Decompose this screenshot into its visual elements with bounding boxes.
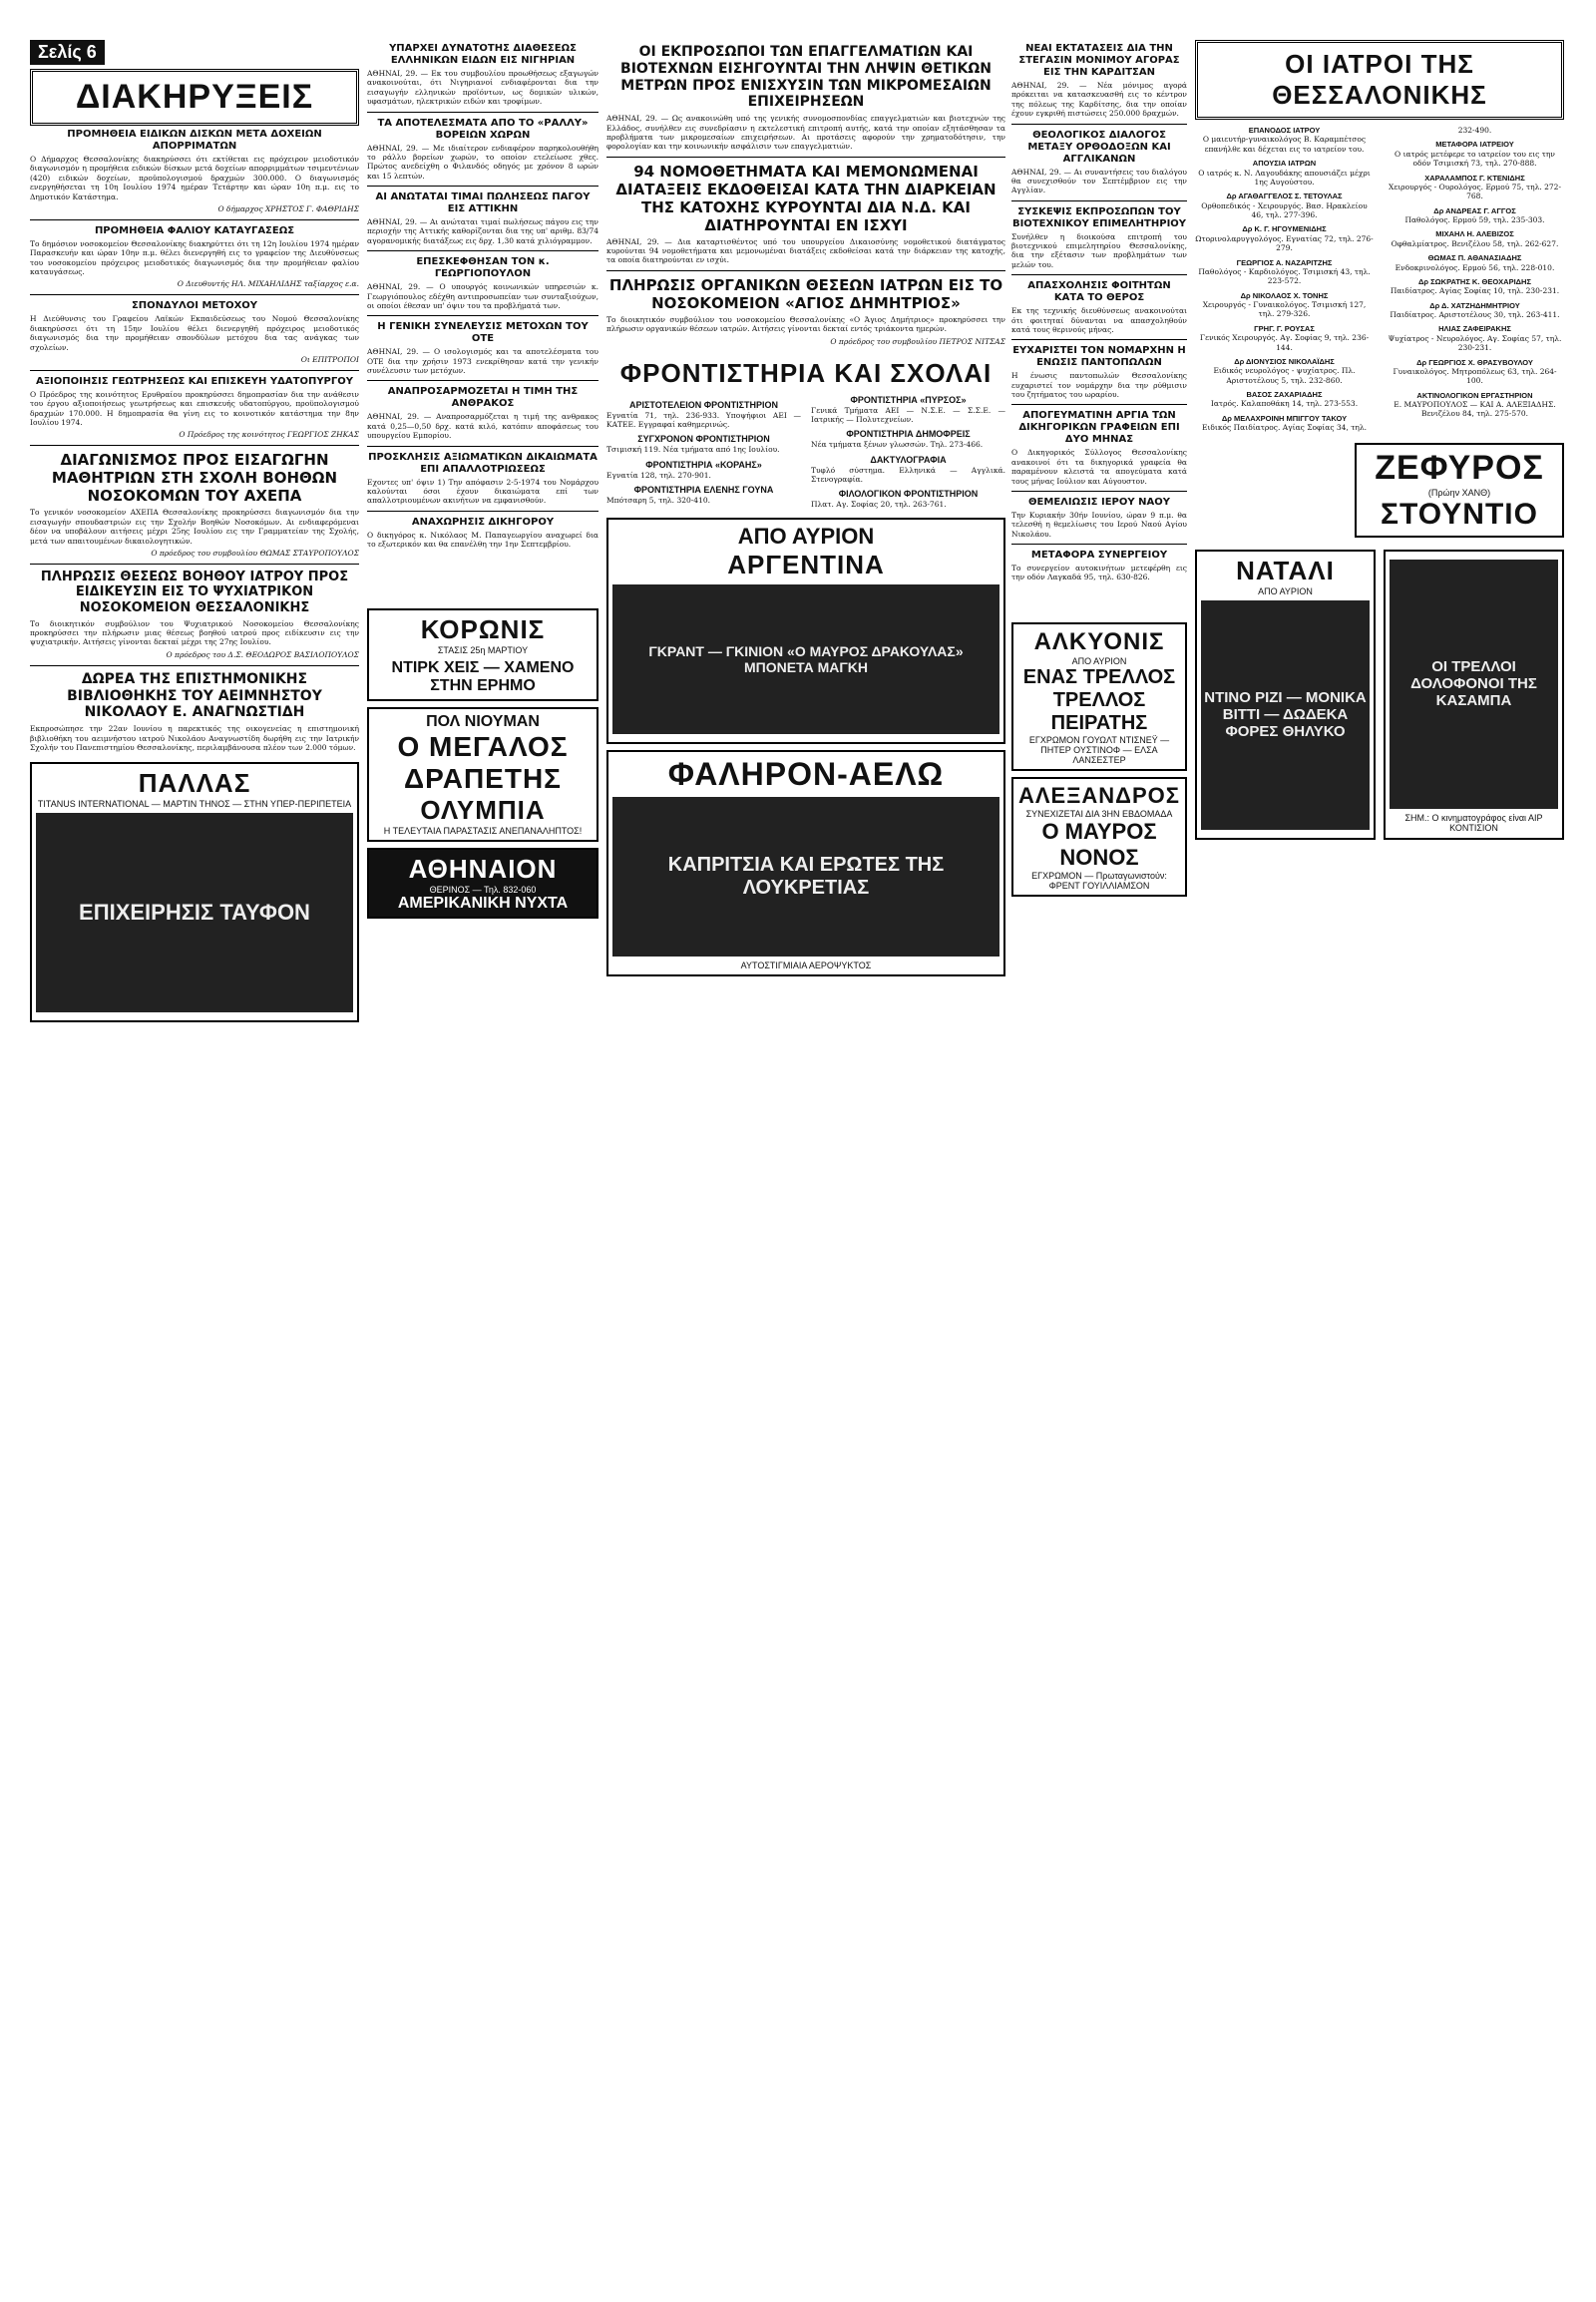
- headline: ΠΛΗΡΩΣΙΣ ΘΕΣΕΩΣ ΒΟΗΘΟΥ ΙΑΤΡΟΥ ΠΡΟΣ ΕΙΔΙΚΕΥΣΙΝ ΕΙΣ ΤΟ ΨΥΧΙΑΤΡΙΚΟΝ ΝΟΣΟΚΟΜΕΙΟΝ ΘΕΣΣΑΛΟΝΙΚΗΣ: [40, 569, 349, 616]
- cinema-sub: ΣΤΑΣΙΣ 25η ΜΑΡΤΙΟΥ: [437, 645, 529, 656]
- cinema-sub: ΘΕΡΙΝΟΣ — Τηλ. 832-060: [429, 885, 537, 896]
- doctor-info: Ειδικός Παιδίατρος. Αγίας Σοφίας 34, τηλ. 232-490.: [1201, 126, 1492, 433]
- cinema-note: ΑΥΤΟΣΤΙΓΜΙΑΙΑ ΑΕΡΟΨΥΚΤΟΣ: [740, 959, 872, 970]
- school-name: ΦΡΟΝΤΙΣΤΗΡΙΑ ΔΗΜΟΦΡΕΙΣ: [846, 429, 971, 440]
- article-title: ΑΙ ΑΝΩΤΑΤΑΙ ΤΙΜΑΙ ΠΩΛΗΣΕΩΣ ΠΑΓΟΥ ΕΙΣ ΑΤΤΙΚΗΝ: [375, 192, 591, 214]
- article-title: ΕΥΧΑΡΙΣΤΕΙ ΤΟΝ ΝΟΜΑΡΧΗΝ Η ΕΝΩΣΙΣ ΠΑΝΤΟΠΩΛΩΝ: [1012, 345, 1186, 369]
- article-body: Η ένωσις παντοπωλών Θεσσαλονίκης ευχαριστεί τον νομάρχην δια την ρύθμισιν του ζητήματος του ωραρίου.: [1011, 371, 1187, 399]
- headline: ΠΛΗΡΩΣΙΣ ΟΡΓΑΝΙΚΩΝ ΘΕΣΕΩΝ ΙΑΤΡΩΝ ΕΙΣ ΤΟ ΝΟΣΟΚΟΜΕΙΟΝ «ΑΓΙΟΣ ΔΗΜΗΤΡΙΟΣ»: [608, 275, 1003, 312]
- cinema-ad-alexandros: [1011, 777, 1187, 897]
- article-body: Εχοντες υπ' όψιν 1) Την απόφασιν 2-5-1974 του Νομάρχου καλούνται όσοι έχουν δικαιώματα επί των απαλλοτριουμένων ακινήτων να εμφανισθούν.: [367, 477, 598, 506]
- cinema-name: ΚΟΡΩΝΙΣ: [420, 614, 546, 645]
- article-title: ΥΠΑΡΧΕΙ ΔΥΝΑΤΟΤΗΣ ΔΙΑΘΕΣΕΩΣ ΕΛΛΗΝΙΚΩΝ ΕΙΔΩΝ ΕΙΣ ΝΙΓΗΡΙΑΝ: [389, 43, 577, 66]
- school-info: Πλατ. Αγ. Σοφίας 20, τηλ. 263-761.: [811, 500, 947, 510]
- cinema-ad-alkyonis: [1011, 622, 1187, 771]
- doctor-name: Δρ ΣΩΚΡΑΤΗΣ Κ. ΘΕΟΧΑΡΙΔΗΣ: [1418, 276, 1531, 286]
- film-poster: ΝΤΙΝΟ ΡΙΖΙ — ΜΟΝΙΚΑ ΒΙΤΤΙ — ΔΩΔΕΚΑ ΦΟΡΕΣ ΘΗΛΥΚΟ: [1201, 600, 1370, 830]
- doctor-info: Παθολόγος - Καρδιολόγος. Τσιμισκή 43, τηλ. 223-572.: [1198, 266, 1371, 286]
- column-1: [30, 40, 359, 1028]
- doctor-name: Δρ ΑΓΑΘΑΓΓΕΛΟΣ Σ. ΤΕΤΟΥΛΑΣ: [1226, 192, 1343, 201]
- article-body: ΑΘΗΝΑΙ, 29. — Με ιδιαίτερον ενδιαφέρον παρηκολουθήθη το ράλλυ βορείων χωρών, το οποίον ετελείωσε χθες. Πρώτος ανεδείχθη ο Φιλανδός οδηγός με χρόνον 8 ωρών και 15 λεπτών.: [367, 143, 598, 181]
- cinema-sub: ΑΠΟ ΑΥΡΙΟΝ: [737, 523, 875, 549]
- cinema-ad-athinaion: [367, 848, 598, 919]
- doctor-info: Ιατρός. Καλαποθάκη 14, τηλ. 273-553.: [1210, 399, 1359, 409]
- article-body: ΑΘΗΝΑΙ, 29. — Αναπροσαρμόζεται η τιμή της ανθρακος κατά 0,25—0,50 δρχ. κατά κιλό, κατόπιν αποφάσεως του υπουργείου Εμπορίου.: [367, 412, 598, 441]
- film-poster: ΟΙ ΤΡΕΛΛΟΙ ΔΟΛΟΦΟΝΟΙ ΤΗΣ ΚΑΣΑΜΠΑ: [1390, 560, 1558, 809]
- cinema-name: ΑΛΚΥΟΝΙΣ: [1033, 627, 1165, 655]
- article-body: ΑΘΗΝΑΙ, 29. — Ο υπουργός κοινωνικών υπηρεσιών κ. Γεωργιόπουλος εδέχθη αντιπροσωπείαν των συνταξιούχων, οι οποίοι έθεσαν υπ' όψιν του τα προβλήματά των.: [367, 282, 598, 310]
- doctor-info: Γυναικολόγος. Μητροπόλεως 63, τηλ. 264-100.: [1393, 366, 1557, 386]
- article-title: ΑΝΑΧΩΡΗΣΙΣ ΔΙΚΗΓΟΡΟΥ: [411, 516, 555, 528]
- doctor-info: Ο ιατρός κ. Ν. Λαγουδάκης απουσιάζει μέχρι 1ης Αυγούστου.: [1198, 168, 1371, 187]
- article-body: Το συνεργείον αυτοκινήτων μετεφέρθη εις την οδόν Λαγκαδά 95, τηλ. 630-826.: [1011, 564, 1187, 582]
- article-body: Το διοικητικόν συμβούλιον του Ψυχιατρικού Νοσοκομείου Θεσσαλονίκης προκηρύσσει την πλήρωσιν μιας θέσεως βοηθού ιατρού προς ειδίκευσιν εις την ψυχιατρικήν. Αιτήσεις γίνονται δεκταί μέχρι της 27ης Ιουλίου.: [30, 618, 359, 647]
- school-info: Νέα τμήματα ξένων γλωσσών. Τηλ. 273-466.: [811, 440, 984, 450]
- doctor-listing: [1195, 126, 1374, 154]
- notice-title: ΑΞΙΟΠΟΙΗΣΙΣ ΓΕΩΤΡΗΣΕΩΣ ΚΑΙ ΕΠΙΣΚΕΥΗ ΥΔΑΤΟΠΥΡΓΟΥ: [35, 375, 353, 387]
- doctor-info: Γενικός Χειρουργός. Αγ. Σοφίας 9, τηλ. 236-144.: [1199, 333, 1370, 352]
- cinema-film: ΑΜΕΡΙΚΑΝΙΚΗ ΝΥΧΤΑ: [397, 895, 569, 913]
- cinema-film: Ο ΜΑΥΡΟΣ ΝΟΝΟΣ: [1041, 818, 1157, 870]
- column-3: [606, 40, 1005, 982]
- cinema-ad-natali: [1195, 550, 1376, 840]
- article-title: ΤΑ ΑΠΟΤΕΛΕΣΜΑΤΑ ΑΠΟ ΤΟ «ΡΑΛΛΥ» ΒΟΡΕΙΩΝ ΧΩΡΩΝ: [377, 117, 589, 141]
- doctor-name: ΗΛΙΑΣ ΖΑΦΕΙΡΑΚΗΣ: [1438, 324, 1511, 334]
- cinema-name: ΦΑΛΗΡΟΝ-ΑΕΛΩ: [667, 755, 945, 792]
- article-body: ΑΘΗΝΑΙ, 29. — Δια καταρτισθέντος υπό του υπουργείου Δικαιοσύνης νομοθετικού διατάγματος κυρούνται 94 νομοθετήματα και μεμονωμέναι διατάξεις εκδοθείσαι κατά την διάρκειαν της κατοχής, τα οποία διατηρούνται εν ισχύι.: [606, 236, 1005, 265]
- doctor-info: Ε. ΜΑΥΡΟΠΟΥΛΟΣ — ΚΑΙ Α. ΑΛΕΞΙΑΔΗΣ. Βενιζέλου 84, τηλ. 275-570.: [1394, 400, 1556, 419]
- article-body: ΑΘΗΝΑΙ, 29. — Αι ανώταται τιμαί πωλήσεως πάγου εις την περιοχήν της Αττικής καθορίζονται δια της υπ' αριθμ. 83/74 αγορανομικής διατάξεως εις δρχ. 1,30 κατά χιλιόγραμμον.: [367, 217, 598, 245]
- doctor-name: Δρ Δ. ΧΑΤΖΗΔΗΜΗΤΡΙΟΥ: [1429, 300, 1520, 310]
- doctor-info: Ειδικός νευρολόγος - ψυχίατρος. Πλ. Αριστοτέλους 5, τηλ. 232-860.: [1213, 366, 1356, 385]
- article-title: Η ΓΕΝΙΚΗ ΣΥΝΕΛΕΥΣΙΣ ΜΕΤΟΧΩΝ ΤΟΥ ΟΤΕ: [377, 321, 589, 345]
- cinema-ad-koronis: [367, 608, 598, 701]
- doctor-name: ΓΡΗΓ. Γ. ΡΟΥΣΑΣ: [1254, 323, 1315, 333]
- article-signature: Ο πρόεδρος του συμβουλίου ΠΕΤΡΟΣ ΝΙΤΣΑΣ: [830, 336, 1005, 346]
- school-info: Γενικά Τμήματα ΑΕΙ — Ν.Σ.Ε. — Σ.Σ.Ε. — Ιατρικής — Πολυτεχνείων.: [811, 405, 1005, 424]
- school-name: ΣΥΓΧΡΟΝΟΝ ΦΡΟΝΤΙΣΤΗΡΙΟΝ: [637, 434, 770, 445]
- doctor-listing: [1195, 258, 1374, 286]
- schools-title: ΦΡΟΝΤΙΣΤΗΡΙΑ ΚΑΙ ΣΧΟΛΑΙ: [619, 357, 993, 388]
- doctor-name: ΜΙΧΑΗΛ Η. ΑΛΕΒΙΖΟΣ: [1435, 229, 1514, 239]
- article-title: ΘΕΜΕΛΙΩΣΙΣ ΙΕΡΟΥ ΝΑΟΥ: [1028, 496, 1170, 508]
- school-name: ΔΑΚΤΥΛΟΓΡΑΦΙΑ: [870, 454, 947, 465]
- article-body: ΑΘΗΝΑΙ, 29. — Εκ του συμβουλίου προωθήσεως εξαγωγών ανακοινούται, ότι Νιγηριανοί ενδιαφέρονται δια την εισαγωγήν ελληνικών προϊόντων, ως δομικών υλικών, υφασμάτων, ηλεκτρικών ειδών και τροφίμων.: [367, 69, 598, 107]
- school-info: Τσιμισκή 119. Νέα τμήματα από 1ης Ιουλίου.: [606, 445, 780, 455]
- doctor-name: ΕΠΑΝΟΔΟΣ ΙΑΤΡΟΥ: [1248, 126, 1321, 135]
- cinema-film: ΣΤΟΥΝΤΙΟ: [1381, 497, 1538, 531]
- article-body: Ο δικηγόρος κ. Νικόλαος Μ. Παπαγεωργίου αναχωρεί δια το εξωτερικόν και θα επανέλθη την 1ην Σεπτεμβρίου.: [367, 530, 598, 549]
- cinema-film: ΝΤΙΡΚ ΧΕΙΣ — ΧΑΜΕΝΟ ΣΤΗΝ ΕΡΗΜΟ: [391, 659, 575, 695]
- article-body: ΑΘΗΝΑΙ, 29. — Αι συναντήσεις του διαλόγου θα συνεχισθούν τον Σεπτέμβριον εις την Αγγλίαν.: [1011, 167, 1187, 195]
- column-4: [1011, 40, 1187, 903]
- doctor-name: Δρ ΝΙΚΟΛΑΟΣ Χ. ΤΟΝΗΣ: [1240, 290, 1329, 300]
- doctor-name: Δρ Κ. Γ. ΗΓΟΥΜΕΝΙΔΗΣ: [1242, 224, 1327, 234]
- doctor-listing: [1386, 140, 1564, 168]
- cinema-name: ΑΛΕΞΑΝΔΡΟΣ: [1018, 782, 1180, 808]
- doctor-info: Παιδίατρος. Αριστοτέλους 30, τηλ. 263-411.: [1390, 310, 1560, 319]
- doctor-listing: [1386, 229, 1564, 248]
- article-body: Εκπροσώπησε την 22αν Ιουνίου η παρεκτικός της οικογενείας η επιστημονική βιβλιοθήκη του αειμνήστου ιατρού Νικολάου Αναγνωστίδη δωρήθη εις την Ιατρικήν Σχολήν του Πανεπιστημίου Θεσσαλονίκης, περιλαμβάνουσα πλέον των 2.000 τόμων.: [30, 724, 359, 752]
- column-5: [1195, 40, 1564, 846]
- doctor-listing: [1386, 174, 1564, 201]
- cinema-sub: ΑΠΟ ΑΥΡΙΟΝ: [1258, 585, 1313, 596]
- notice-body: Το δημόσιον νοσοκομείον Θεσσαλονίκης διακηρύττει ότι τη 12η Ιουλίου 1974 ημέραν Παρασκευήν και ώραν 10ην π.μ. θέλει διενεργηθή εις το γραφείον της Διευθύνσεως του νοσοκομείου πρόχειρος μειοδοτικός διαγωνισμός δια την προμήθειαν φαλίου καταυγάσεως.: [30, 238, 359, 276]
- doctor-listing: [1386, 358, 1564, 386]
- cinema-ad-zefyros: [1355, 443, 1564, 538]
- doctor-listing: [1386, 324, 1564, 352]
- cinema-name: ΖΕΦΥΡΟΣ: [1375, 448, 1544, 487]
- notice-title: ΠΡΟΜΗΘΕΙΑ ΕΙΔΙΚΩΝ ΔΙΣΚΩΝ ΜΕΤΑ ΔΟΧΕΙΩΝ ΑΠΟΡΡΙΜΑΤΩΝ: [67, 129, 322, 152]
- doctor-name: Δρ ΔΙΟΝΥΣΙΟΣ ΝΙΚΟΛΑΪΔΗΣ: [1234, 356, 1335, 366]
- headline: ΔΩΡΕΑ ΤΗΣ ΕΠΙΣΤΗΜΟΝΙΚΗΣ ΒΙΒΛΙΟΘΗΚΗΣ ΤΟΥ ΑΕΙΜΝΗΣΤΟΥ ΝΙΚΟΛΑΟΥ Ε. ΑΝΑΓΝΩΣΤΙΔΗ: [67, 670, 322, 721]
- doctors-list: [1195, 126, 1564, 433]
- cinema-sub: ΑΠΟ ΑΥΡΙΟΝ: [1071, 655, 1127, 666]
- doctor-info: Παθολόγος. Ερμού 59, τηλ. 235-303.: [1404, 215, 1545, 224]
- doctor-listing: [1386, 301, 1564, 320]
- notice-title: ΠΡΟΜΗΘΕΙΑ ΦΑΛΙΟΥ ΚΑΤΑΥΓΑΣΕΩΣ: [94, 224, 295, 236]
- article-body: ΑΘΗΝΑΙ, 29. — Ο ισολογισμός και τα αποτελέσματα του ΟΤΕ δια την χρήσιν 1973 ενεκρίθησαν κατά την γενικήν συνέλευσιν των μετόχων.: [367, 347, 598, 375]
- cinema-info: ΕΓΧΡΩΜΟΝ ΓΟΥΩΛΤ ΝΤΙΣΝΕΫ — ΠΗΤΕΡ ΟΥΣΤΙΝΟΦ — ΕΛΣΑ ΛΑΝΣΕΣΤΕΡ: [1028, 734, 1170, 765]
- doctor-name: ΓΕΩΡΓΙΟΣ Α. ΝΑΖΑΡΙΤΖΗΣ: [1236, 257, 1333, 267]
- article-title: ΑΠΟΓΕΥΜΑΤΙΝΗ ΑΡΓΙΑ ΤΩΝ ΔΙΚΗΓΟΡΙΚΩΝ ΓΡΑΦΕΙΩΝ ΕΠΙ ΔΥΟ ΜΗΝΑΣ: [1018, 410, 1180, 446]
- article-title: ΣΥΣΚΕΨΙΣ ΕΚΠΡΟΣΩΠΩΝ ΤΟΥ ΒΙΟΤΕΧΝΙΚΟΥ ΕΠΙΜΕΛΗΤΗΡΙΟΥ: [1011, 205, 1187, 229]
- section-label: Σελίς 6: [30, 40, 105, 65]
- cinema-ad-olympia: [367, 707, 598, 842]
- doctor-listing: [1195, 291, 1374, 319]
- article-body: Ο Δικηγορικός Σύλλογος Θεσσαλονίκης ανακοινοί ότι τα δικηγορικά γραφεία θα παραμένουν κλειστά τα απογεύματα κατά τους μήνας Ιούλιον και Αύγουστον.: [1011, 448, 1187, 486]
- doctor-listing: [1386, 277, 1564, 296]
- doctor-info: Χειρουργός - Γυναικολόγος. Τσιμισκή 127, τηλ. 279-326.: [1202, 300, 1367, 319]
- notice-body: Ο Πρόεδρος της κοινότητος Ερυθραίου προκηρύσσει δημοπρασίαν δια την ανάθεσιν του έργου αξιοποιήσεως γεωτρήσεως και επισκευής υδατοπύργου, προϋπολογισμού δραχμών 170.000. Η δημοπρασία θα γίνη εις το κοινοτικόν κατάστημα την 8ην Ιουλίου 1974.: [30, 389, 359, 427]
- article-body: Εκ της τεχνικής διευθύνσεως ανακοινούται ότι φοιτηταί δύνανται να απασχοληθούν κατά τους θερινούς μήνας.: [1011, 306, 1187, 334]
- schools-list: [606, 395, 1005, 512]
- doctors-title: ΟΙ ΙΑΤΡΟΙ ΤΗΣ ΘΕΣΣΑΛΟΝΙΚΗΣ: [1195, 40, 1564, 120]
- doctor-listing: [1386, 253, 1564, 272]
- doctor-info: Παιδίατρος. Αγίας Σοφίας 10, τηλ. 230-231.: [1390, 286, 1560, 296]
- doctor-listing: [1195, 159, 1374, 187]
- cinema-info: ΕΓΧΡΩΜΟΝ — Πρωταγωνιστούν: ΦΡΕΝΤ ΓΟΥΙΛΛΙΑΜΣΟΝ: [1031, 870, 1167, 891]
- doctor-listing: [1195, 192, 1374, 219]
- cinema-ad-faliron: [606, 750, 1005, 976]
- article-body: ΑΘΗΝΑΙ, 29. — Ως ανακοινώθη υπό της γενικής συνομοσπονδίας επαγγελματιών και βιοτεχνών της Ελλάδος, συνήλθεν εις συνεδρίασιν η εκτελεστική επιτροπή αυτής, κατά την οποίαν εξητάσθησαν τα προβλήματα των μικρομεσαίων επιχειρήσεων. Αι προτάσεις αφορούν την χρηματοδότησιν, την φορολογίαν και την κοινωνικήν ασφάλισιν των επαγγελματιών.: [606, 114, 1005, 152]
- cinema-ad-stoudio: [1384, 550, 1564, 840]
- doctor-listing: [1386, 391, 1564, 419]
- doctor-listing: [1195, 390, 1374, 409]
- doctor-listing: [1386, 206, 1564, 225]
- film-poster: ΚΑΠΡΙΤΣΙΑ ΚΑΙ ΕΡΩΤΕΣ ΤΗΣ ΛΟΥΚΡΕΤΙΑΣ: [612, 797, 999, 957]
- doctor-info: Ωτορινολαρυγγολόγος. Εγνατίας 72, τηλ. 276-279.: [1195, 233, 1374, 253]
- headline: ΟΙ ΕΚΠΡΟΣΩΠΟΙ ΤΩΝ ΕΠΑΓΓΕΛΜΑΤΙΩΝ ΚΑΙ ΒΙΟΤΕΧΝΩΝ ΕΙΣΗΓΟΥΝΤΑΙ ΤΗΝ ΛΗΨΙΝ ΘΕΤΙΚΩΝ ΜΕΤΡΩΝ ΠΡΟΣ ΕΝΙΣΧΥΣΙΝ ΤΩΝ ΜΙΚΡΟΜΕΣΑΙΩΝ ΕΠΙΧΕΙΡΗΣΕΩΝ: [620, 44, 992, 111]
- article-body: Το διοικητικόν συμβούλιον του νοσοκομείου Θεσσαλονίκης «Ο Άγιος Δημήτριος» προκηρύσσει την πλήρωσιν οργανικών θέσεων ιατρών. Αιτήσεις γίνονται δεκταί εντός τριάκοντα ημερών.: [606, 314, 1005, 334]
- notice-signature: Ο Διευθυντής ΗΛ. ΜΙΧΑΗΛΙΔΗΣ ταξίαρχος ε.α.: [177, 279, 359, 289]
- doctor-name: ΘΩΜΑΣ Π. ΑΘΑΝΑΣΙΑΔΗΣ: [1427, 253, 1522, 263]
- cinema-name: ΝΑΤΑΛΙ: [1236, 555, 1335, 585]
- cinema-ad-argentina: [606, 518, 1005, 744]
- school-info: Εγνατία 71, τηλ. 236-933. Υποψήφιοι ΑΕΙ — ΚΑΤΕΕ. Εγγραφαί καθημερινώς.: [606, 410, 801, 429]
- doctor-name: ΒΑΣΟΣ ΖΑΧΑΡΙΑΔΗΣ: [1246, 390, 1323, 399]
- school-name: ΦΡΟΝΤΙΣΤΗΡΙΑ ΕΛΕΝΗΣ ΓΟΥΝΑ: [633, 485, 774, 496]
- article-title: ΑΝΑΠΡΟΣΑΡΜΟΖΕΤΑΙ Η ΤΙΜΗ ΤΗΣ ΑΝΘΡΑΚΟΣ: [387, 386, 579, 410]
- doctor-name: Δρ ΓΕΩΡΓΙΟΣ Χ. ΘΡΑΣΥΒΟΥΛΟΥ: [1416, 357, 1533, 367]
- school-name: ΦΙΛΟΛΟΓΙΚΟΝ ΦΡΟΝΤΙΣΤΗΡΙΟΝ: [838, 489, 979, 500]
- cinema-name: ΟΛΥΜΠΙΑ: [420, 795, 546, 826]
- article-body: Συνήλθεν η διοικούσα επιτροπή του βιοτεχνικού επιμελητηρίου Θεσσαλονίκης, δια την εξέτασιν των προβλημάτων των μελών του.: [1011, 231, 1187, 269]
- school-info: Μπότσαρη 5, τηλ. 320-410.: [606, 496, 710, 506]
- doctor-info: Ο ιατρός μετέφερε το ιατρείον του εις την οδόν Τσιμισκή 73, τηλ. 270-888.: [1395, 149, 1555, 169]
- doctor-info: Ενδοκρινολόγος. Ερμού 56, τηλ. 228-010.: [1395, 262, 1555, 272]
- column-2: [367, 40, 598, 925]
- headline: 94 ΝΟΜΟΘΕΤΗΜΑΤΑ ΚΑΙ ΜΕΜΟΝΩΜΕΝΑΙ ΔΙΑΤΑΞΕΙΣ ΕΚΔΟΘΕΙΣΑΙ ΚΑΤΑ ΤΗΝ ΔΙΑΡΚΕΙΑΝ ΤΗΣ ΚΑΤΟΧΗΣ ΚΥΡΟΥΝΤΑΙ ΔΙΑ Ν.Δ. ΚΑΙ ΔΙΑΤΗΡΟΥΝΤΑΙ ΕΝ ΙΣΧΥΙ: [615, 162, 997, 234]
- school-name: ΦΡΟΝΤΙΣΤΗΡΙΑ «ΚΟΡΑΗΣ»: [645, 459, 762, 470]
- cinema-note: Η ΤΕΛΕΥΤΑΙΑ ΠΑΡΑΣΤΑΣΙΣ ΑΝΕΠΑΝΑΛΗΠΤΟΣ!: [383, 826, 583, 837]
- doctor-name: ΑΠΟΥΣΙΑ ΙΑΤΡΩΝ: [1252, 159, 1317, 169]
- cinema-note: ΣΗΜ.: Ο κινηματογράφος είναι ΑΙΡ ΚΟΝΤΙΣΙΟΝ: [1404, 812, 1543, 833]
- article-title: ΝΕΑΙ ΕΚΤΑΤΑΣΕΙΣ ΔΙΑ ΤΗΝ ΣΤΕΓΑΣΙΝ ΜΟΝΙΜΟΥ ΑΓΟΡΑΣ ΕΙΣ ΤΗΝ ΚΑΡΔΙΤΣΑΝ: [1018, 43, 1180, 78]
- cinema-name: ΑΡΓΕΝΤΙΝΑ: [727, 549, 885, 579]
- school-name: ΦΡΟΝΤΙΣΤΗΡΙΑ «ΠΥΡΣΟΣ»: [850, 394, 967, 405]
- doctor-listing: [1195, 224, 1374, 252]
- cinema-film: Ο ΜΕΓΑΛΟΣ ΔΡΑΠΕΤΗΣ: [397, 731, 569, 795]
- notice-body: Ο Δήμαρχος Θεσσαλονίκης διακηρύσσει ότι εκτίθεται εις πρόχειρον μειοδοτικόν διαγωνισμόν η προμήθεια ειδικών δίσκων μετά δοχείων απορριμμάτων τσιμεντένιων (420) ειδικών δοχείων, προϋπολογισμού δραχμών 300.000. Ο διαγωνισμός ενεργηθήσεται τη 10η Ιουλίου 1974 ημέραν Τετάρτην και ώραν 10η π.μ. εις το Δημοτικόν Κατάστημα.: [30, 155, 359, 201]
- article-title: ΜΕΤΑΦΟΡΑ ΣΥΝΕΡΓΕΙΟΥ: [1030, 550, 1168, 561]
- doctor-listing: [1195, 357, 1374, 385]
- school-info: Τυφλό σύστημα. Ελληνικά — Αγγλικά. Στενογραφία.: [811, 465, 1005, 485]
- notice-signature: Ο δήμαρχος ΧΡΗΣΤΟΣ Γ. ΦΑΘΡΙΔΗΣ: [217, 203, 359, 213]
- article-title: ΠΡΟΣΚΛΗΣΙΣ ΑΞΙΩΜΑΤΙΚΩΝ ΔΙΚΑΙΩΜΑΤΑ ΕΠΙ ΑΠΑΛΛΟΤΡΙΩΣΕΩΣ: [368, 451, 598, 475]
- article-title: ΕΠΕΣΚΕΦΘΗΣΑΝ ΤΟΝ κ. ΓΕΩΡΓΙΟΠΟΥΛΟΝ: [416, 256, 550, 280]
- article-body: Το γενικόν νοσοκομείον ΑΧΕΠΑ Θεσσαλονίκης προκηρύσσει διαγωνισμόν δια την εισαγωγήν σπουδαστριών εις την Σχολήν Βοηθών Νοσοκόμων. Αι ενδιαφερόμεναι δέον να υποβάλουν αιτήσεις μέχρι 25ης Ιουλίου εις την Γραμματείαν της Σχολής, μετά των απαιτουμένων δικαιολογητικών.: [30, 508, 359, 546]
- film-star: ΠΟΛ ΝΙΟΥΜΑΝ: [426, 713, 540, 731]
- section-title: ΔΙΑΚΗΡΥΞΕΙΣ: [30, 69, 359, 126]
- article-body: Την Κυριακήν 30ήν Ιουνίου, ώραν 9 π.μ. θα τελεσθή η θεμελίωσις του Ιερού Ναού Αγίου Νικολάου.: [1011, 510, 1187, 539]
- article-title: ΑΠΑΣΧΟΛΗΣΙΣ ΦΟΙΤΗΤΩΝ ΚΑΤΑ ΤΟ ΘΕΡΟΣ: [1027, 280, 1171, 304]
- doctor-info: Ο μαιευτήρ-γυναικολόγος Β. Καραμπέτσος επανήλθε και δέχεται εις το ιατρείον του.: [1202, 135, 1367, 154]
- cinema-name: ΑΘΗΝΑΙΟΝ: [408, 854, 558, 885]
- article-body: ΑΘΗΝΑΙ, 29. — Νέα μόνιμος αγορά πρόκειται να κατασκευασθή εις το κέντρον της πόλεως της Καρδίτσης, δια την οποίαν έχουν εγκριθή πιστώσεις 250.000 δραχμών.: [1011, 81, 1187, 119]
- doctor-name: ΜΕΤΑΦΟΡΑ ΙΑΤΡΕΙΟΥ: [1435, 140, 1514, 150]
- headline: ΔΙΑΓΩΝΙΣΜΟΣ ΠΡΟΣ ΕΙΣΑΓΩΓΗΝ ΜΑΘΗΤΡΙΩΝ ΣΤΗ ΣΧΟΛΗ ΒΟΗΘΩΝ ΝΟΣΟΚΟΜΩΝ ΤΟΥ ΑΧΕΠΑ: [51, 451, 338, 506]
- doctor-info: Χειρουργός - Ουρολόγος. Ερμού 75, τηλ. 272-768.: [1389, 182, 1561, 201]
- school-name: ΑΡΙΣΤΟΤΕΛΕΙΟΝ ΦΡΟΝΤΙΣΤΗΡΙΟΝ: [628, 399, 779, 410]
- doctor-name: ΑΚΤΙΝΟΛΟΓΙΚΟΝ ΕΡΓΑΣΤΗΡΙΟΝ: [1416, 390, 1533, 400]
- cinema-film: ΕΝΑΣ ΤΡΕΛΛΟΣ ΤΡΕΛΛΟΣ ΠΕΙΡΑΤΗΣ: [1022, 665, 1176, 734]
- cinema-film: TITANUS INTERNATIONAL — ΜΑΡΤΙΝ ΤΗΝΟΣ — ΣΤΗΝ ΥΠΕΡ-ΠΕΡΙΠΕΤΕΙΑ: [37, 799, 352, 810]
- article-signature: Ο πρόεδρος του Δ.Σ. ΘΕΟΔΩΡΟΣ ΒΑΣΙΛΟΠΟΥΛΟΣ: [166, 649, 359, 659]
- article-signature: Ο πρόεδρος του συμβουλίου ΘΩΜΑΣ ΣΤΑΥΡΟΠΟΥΛΟΣ: [151, 548, 359, 558]
- doctor-info: Ορθοπεδικός - Χειρουργός. Βασ. Ηρακλείου 46, τηλ. 277-396.: [1201, 200, 1368, 219]
- doctor-listing: [1195, 324, 1374, 352]
- doctor-info: Οφθαλμίατρος. Βενιζέλου 58, τηλ. 262-627.: [1391, 238, 1559, 248]
- notice-title: ΣΠΟΝΔΥΛΟΙ ΜΕΤΟΧΟΥ: [131, 300, 258, 312]
- cinema-sub: ΣΥΝΕΧΙΖΕΤΑΙ ΔΙΑ 3ΗΝ ΕΒΔΟΜΑΔΑ: [1025, 808, 1173, 819]
- film-poster: ΕΠΙΧΕΙΡΗΣΙΣ ΤΑΥΦΟΝ: [36, 813, 353, 1012]
- cinema-name: ΠΑΛΛΑΣ: [138, 768, 251, 799]
- doctor-info: Ψυχίατρος - Νευρολόγος. Αγ. Σοφίας 57, τηλ. 230-231.: [1388, 333, 1562, 353]
- cinema-ad-pallas: [30, 762, 359, 1022]
- cinema-sub: (Πρώην ΧΑΝΘ): [1427, 487, 1491, 498]
- article-title: ΘΕΟΛΟΓΙΚΟΣ ΔΙΑΛΟΓΟΣ ΜΕΤΑΞΥ ΟΡΘΟΔΟΞΩΝ ΚΑΙ ΑΓΓΛΙΚΑΝΩΝ: [1027, 129, 1171, 165]
- notice-signature: Οι ΕΠΙΤΡΟΠΟΙ: [300, 354, 359, 364]
- film-poster: ΓΚΡΑΝΤ — ΓΚΙΝΙΟΝ «Ο ΜΑΥΡΟΣ ΔΡΑΚΟΥΛΑΣ» ΜΠΟΝΕΤΑ ΜΑΓΚΗ: [612, 584, 999, 734]
- notice-body: Η Διεύθυνσις του Γραφείου Λαϊκών Εκπαιδεύσεως του Νομού Θεσσαλονίκης διακηρύσσει ότι τη 15ην Ιουλίου θέλει διενεργηθή πρόχειρος μειοδοτικός διαγωνισμός δια την προμήθειαν σπονδύλων μετόχου δια τας ανάγκας των σχολείων.: [30, 314, 359, 352]
- school-info: Εγνατία 128, τηλ. 270-901.: [606, 470, 711, 480]
- doctor-name: Δρ ΜΕΛΑΧΡΟΙΝΗ ΜΠΙΓΓΟΥ ΤΑΚΟΥ: [1221, 413, 1348, 423]
- notice-signature: Ο Πρόεδρος της κοινότητος ΓΕΩΡΓΙΟΣ ΖΗΚΑΣ: [179, 430, 359, 440]
- doctor-name: Δρ ΑΝΔΡΕΑΣ Γ. ΑΓΓΟΣ: [1433, 205, 1516, 215]
- doctor-name: ΧΑΡΑΛΑΜΠΟΣ Γ. ΚΤΕΝΙΔΗΣ: [1424, 173, 1525, 183]
